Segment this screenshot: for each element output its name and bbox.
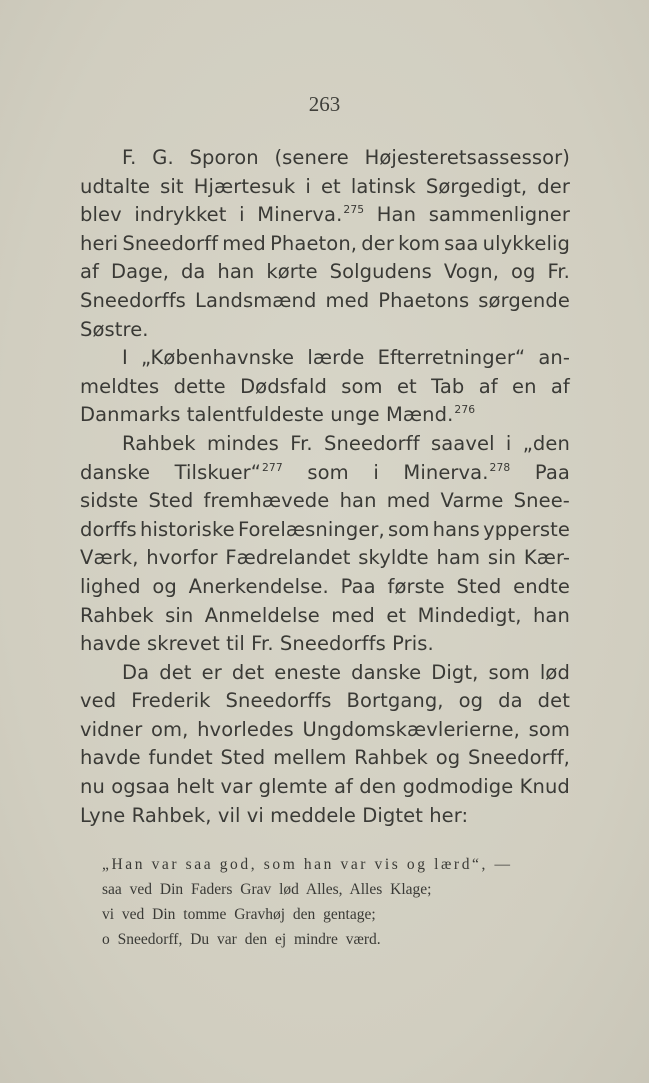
poem-line: „Han var saa god, som han var vis og lærd“, — bbox=[102, 856, 513, 873]
text-line: lighed og Anerkendelse. Paa første Sted endte bbox=[80, 574, 570, 598]
body-text bbox=[80, 144, 570, 830]
text-line: heri Sneedorff med Phaeton, der kom saa ulykkelig bbox=[80, 231, 570, 255]
text-line: havde fundet Sted mellem Rahbek og Sneedorff, bbox=[80, 746, 570, 770]
paragraph bbox=[80, 659, 570, 831]
paragraph bbox=[80, 430, 570, 659]
text-line: vidner om, hvorledes Ungdomskævlerierne, som bbox=[80, 717, 570, 741]
text-line: Værk, hvorfor Fædrelandet skyldte ham sin Kær- bbox=[80, 546, 570, 570]
poem-line: vi ved Din tomme Gravhøj den gentage; bbox=[102, 906, 376, 923]
text-line: Rahbek sin Anmeldelse med et Mindedigt, han bbox=[80, 603, 570, 627]
text-line: I „Københavnske lærde Efterretninger“ an- bbox=[122, 346, 570, 370]
text-line: udtalte sit Hjærtesuk i et latinsk Sørgedigt, der bbox=[80, 174, 570, 198]
text-line: havde skrevet til Fr. Sneedorffs Pris. bbox=[80, 632, 434, 656]
text-line: F. G. Sporon (senere Højesteretsassessor) bbox=[122, 146, 570, 169]
paragraph bbox=[80, 144, 570, 344]
text-line: Lyne Rahbek, vil vi meddele Digtet her: bbox=[80, 803, 469, 827]
poem-line: o Sneedorff, Du var den ej mindre værd. bbox=[102, 931, 381, 948]
text-line: nu ogsaa helt var glemte af den godmodige Knud bbox=[80, 775, 570, 799]
paragraph bbox=[80, 344, 570, 430]
text-line: meldtes dette Dødsfald som et Tab af en af bbox=[80, 374, 570, 398]
poem-block bbox=[102, 852, 562, 952]
text-line: Sneedorffs Landsmænd med Phaetons sørgende bbox=[80, 288, 570, 312]
text-line: Rahbek mindes Fr. Sneedorff saavel i „den bbox=[122, 431, 570, 455]
text-line: Søstre. bbox=[80, 317, 149, 341]
text-line: Danmarks talentfuldeste unge Mænd.$^{276}$ bbox=[80, 403, 476, 427]
text-line: af Dage, da han kørte Solgudens Vogn, og Fr. bbox=[80, 260, 570, 284]
text-line: Da det er det eneste danske Digt, som lød bbox=[122, 660, 570, 684]
text-line: blev indrykket i Minerva.$^{275}$ Han sammenligner bbox=[80, 203, 570, 227]
text-line: dorffs historiske Forelæsninger, som hans ypperste bbox=[80, 517, 570, 541]
page-number: 263 bbox=[308, 92, 341, 116]
text-line: sidste Sted fremhævede han med Varme Snee- bbox=[80, 489, 570, 513]
text-line: danske Tilskuer“$^{277}$ som i Minerva.$^{278}$ Paa bbox=[80, 460, 570, 484]
poem-line: saa ved Din Faders Grav lød Alles, Alles Klage; bbox=[102, 881, 432, 898]
text-line: ved Frederik Sneedorffs Bortgang, og da det bbox=[80, 689, 570, 713]
